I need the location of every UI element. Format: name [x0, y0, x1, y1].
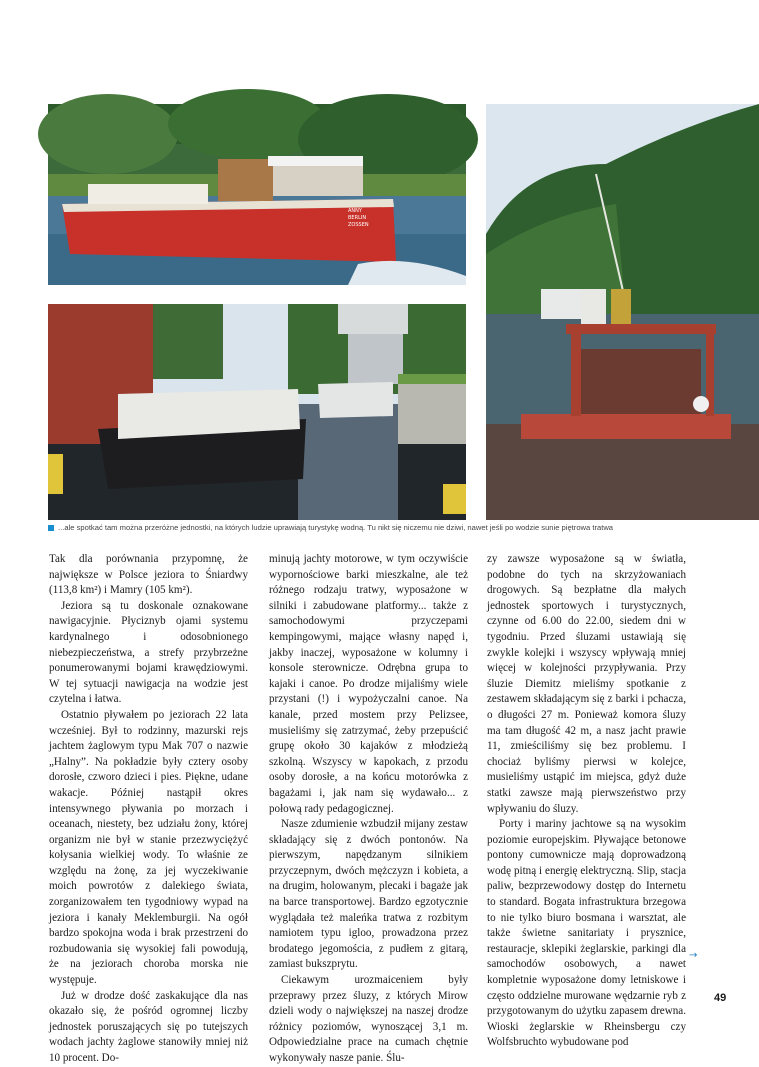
boat-name-line2: BERLIN [348, 215, 367, 221]
paragraph: Już w drodze dość zaskakujące dla nas okazało się, że pośród ogromnej liczby jednostek poruszających się po tutejszych wodach jachty żaglowe stanowiły mniej niż 10 procent. Do- [49, 989, 248, 1064]
caption-text: ...ale spotkać tam można przeróżne jednostki, na których ludzie uprawiają turystykę wodną. Tu nikt się niczemu nie dziwi, nawet jeśli po wodzie sunie piętrowa tratwa [58, 523, 614, 532]
article-column-2 [269, 552, 468, 1064]
canal-barge-photo [48, 104, 466, 285]
paragraph: Nasze zdumienie wzbudził mijany zestaw składający się z dwóch pontonów. Na pierwszym, napędzanym silnikiem przyczepnym, dwóch mężczyzn i kobieta, a na drugim, holowanym, plecaki i bagaże jak na barce transportowej. Bardzo egzotycznie wyglądała też maleńka tratwa z rozbitym namiotem typu igloo, prowadzona przez brodatego jegomościa, z pudłem z gitarą, zamiast bukszprytu. [269, 818, 468, 971]
paragraph: Ostatnio pływałem po jeziorach 22 lata wcześniej. Był to rodzinny, mazurski rejs jachtem żaglowym typu Mak 707 o nazwie „Halny”. Na pokładzie były cztery osoby dorosłe, czworo dzieci i pies. Piękne, udane wakacje. Później nastąpił okres intensywnego pływania po morzach i oceanach, niestety, bez udziału żony, której organizm nie był w stanie przezwyciężyć kołysania wielkiej wody. To właśnie ze względu na żonę, za jej wyczekiwanie moich powrotów z dalekiego świata, zorganizowałem ten tygodniowy wypad na jeziora i kanały Meklemburgii. Na ogół bardzo spokojna woda i brak przestrzeni do rozbudowania się wysokiej fali powodują, że na jeziorach choroba morska nie występuje. [49, 708, 248, 987]
caption-marker-icon [48, 525, 54, 531]
paragraph: Tak dla porównania przypomnę, że największe w Polsce jeziora to Śniardwy (113,8 km²) i Mamry (105 km²). [49, 553, 248, 597]
paragraph: Porty i mariny jachtowe są na wysokim poziomie europejskim. Pływające betonowe pontony cumownicze mają doprowadzoną wodę pitną i energię elektryczną. Slip, stacja paliw, bezprzewodowy dostęp do Internetu to standard. Bogata infrastruktura brzegowa to nie tylko biuro bosmana i warsztat, ale także świetne sanitariaty i prysznice, restauracje, sklepiki żeglarskie, parkingi dla samochodów osobowych, a nawet kompletnie wyposażone domy letniskowe i często oddzielne murowane wędzarnie ryb z przygotowanym do użytku zapasem drewna. Wioski żeglarskie w Rheinsbergu czy Wolfsbruchto wybudowane pod [487, 818, 686, 1049]
boat-name-line1: ANNY [348, 208, 362, 214]
paragraph: Jeziora są tu doskonale oznakowane nawigacyjnie. Płyciznyb ojami systemu kardynalnego i odosobnionego niebezpieczeństwa, a strefy przybrzeżne ponumerowanymi bojami krawędziowymi. W tej sytuacji nawigacja na wodzie jest czytelna i łatwa. [49, 599, 248, 706]
paragraph: minują jachty motorowe, w tym oczywiście wypornościowe barki mieszkalne, ale też różnego rodzaju tratwy, wyposażone w silniki i zabudowane platformy... także z samochodowymi przyczepami kempingowymi, mające własny napęd i, jakby inaczej, wyposażone w kolumny i konsole sterownicze. Odrębna grupa to kajaki i canoe. Po drodze mijaliśmy wiele przystani (!) i wypożyczalni canoe. Na kanale, przed mostem przy Pelizsee, musieliśmy się zatrzymać, żeby przepuścić grupę około 30 kajaków z młodzieżą szkolną. Wszyscy w kapokach, z przodu osoby dorosłe, a na końcu motorówka z bagażami i, jak nam się wydawało... z połową rady pedagogicznej. [269, 553, 468, 815]
page-number: 49 [714, 992, 727, 1004]
article-column-3 [487, 552, 686, 1049]
lock-photo [48, 304, 466, 520]
boat-name-line3: ZOSSEN [348, 222, 369, 228]
raft-photo [486, 104, 759, 520]
continue-arrow-icon: → [689, 950, 698, 961]
article-column-1 [49, 552, 248, 1064]
photo-caption [48, 523, 748, 532]
paragraph: zy zawsze wyposażone są w światła, podobne do tych na skrzyżowaniach drogowych. Są bezpłatne dla małych jednostek sportowych i turystycznych, czynne od 6.00 do 22.00, siedem dni w tygodniu. Przed śluzami ustawiają się zwykle kolejki i wszyscy wpływają mniej więcej w kolejności przypływania. Przy śluzie Diemitz mieliśmy spotkanie z zestawem składającym się z barki i pchacza, o długości 27 m. Ponieważ komora śluzy ma tam długość 42 m, a nasz jacht prawie 11, zmieściliśmy się bez problemu. I chociaż byliśmy pierwsi w kolejce, musieliśmy ustąpić im miejsca, gdyż duże statki zawsze mają pierwszeństwo przy wpływaniu do śluzy. [487, 553, 686, 815]
paragraph: Ciekawym urozmaiceniem były przeprawy przez śluzy, z których Mirow dzieli wody o największej na naszej drodze różnicy poziomów, wynoszącej 3,1 m. Odpowiedzialne prace na cumach chętnie wykonywały nasze panie. Ślu- [269, 974, 468, 1064]
